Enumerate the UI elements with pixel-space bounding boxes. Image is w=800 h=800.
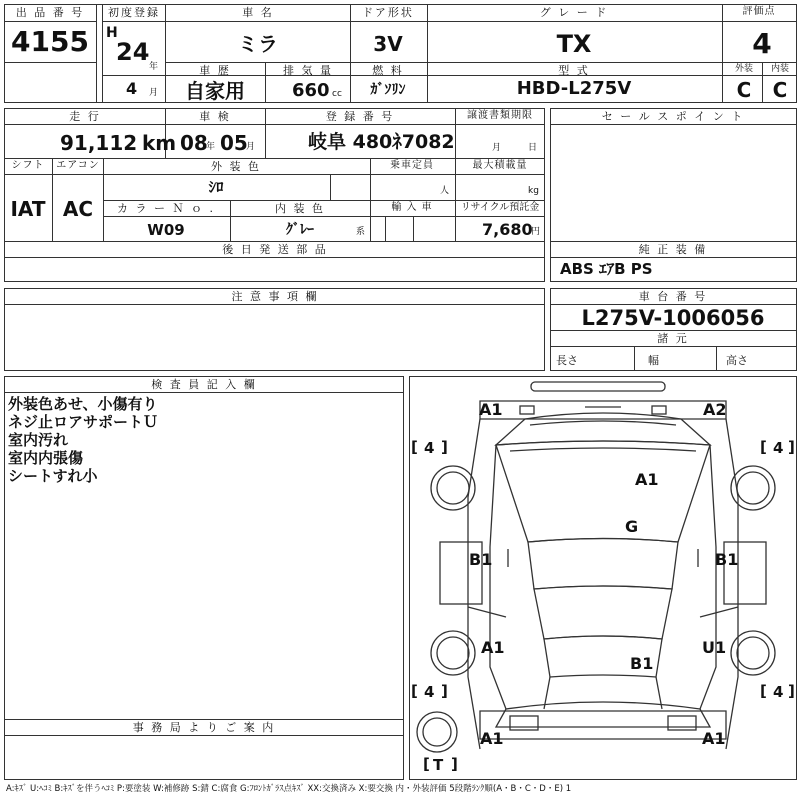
aircon: AC (62, 197, 94, 221)
inspection-year: 08 (180, 131, 208, 155)
inspector-comment: シートすれ小 (8, 467, 98, 485)
max-load-label: 最大積載量 (472, 160, 528, 171)
interior-grade: C (772, 78, 788, 102)
inspection-month: 05 (220, 131, 248, 155)
car-name-label: 車 名 (242, 6, 274, 19)
capacity-label: 乗車定員 (390, 160, 434, 171)
damage-mark-left-rear: A1 (481, 638, 505, 657)
office-notice-label: 事 務 局 よ り ご 案 内 (132, 721, 276, 734)
damage-mark-hood: A1 (635, 470, 659, 489)
interior-color: ｸﾞﾚｰ (286, 222, 314, 238)
damage-diagram (409, 376, 797, 780)
inspection-month-unit: 月 (246, 142, 256, 152)
color-number: W09 (147, 221, 185, 239)
shift-label: シフト (11, 160, 45, 171)
tire-depth-fl: 4 (424, 439, 435, 457)
usage-history: 自家用 (185, 79, 245, 103)
damage-mark-rear-right: A1 (702, 729, 726, 748)
recycle-unit: 円 (531, 227, 541, 237)
tire-bracket-fr-close: ] (788, 438, 795, 456)
chassis-number-label: 車 台 番 号 (638, 290, 708, 303)
equipment-list: ABS ｴｱB PS (560, 260, 653, 278)
chassis-number: L275V-1006056 (581, 306, 765, 330)
transfer-deadline-label: 譲渡書類期限 (467, 110, 533, 121)
exterior-color-label: 外 装 色 (211, 160, 261, 173)
grade-label: グ レ ー ド (539, 6, 609, 19)
damage-mark-rear-left: A1 (480, 729, 504, 748)
transfer-month: 月 (492, 143, 502, 153)
exterior-color: ｼﾛ (208, 178, 224, 196)
width-label: 幅 (648, 354, 659, 367)
score-label: 評価点 (742, 6, 776, 17)
inspector-label: 検 査 員 記 入 欄 (151, 378, 257, 391)
height-label: 高さ (726, 354, 748, 367)
inspector-comment: 室内汚れ (8, 431, 69, 449)
car-name: ミラ (238, 32, 278, 56)
history-label: 車 歴 (199, 64, 231, 77)
damage-mark-right-mid: B1 (715, 550, 739, 569)
first-registration-label: 初度登録 (108, 6, 160, 19)
inspection-year-unit: 年 (206, 142, 216, 152)
color-number-label: カ ラ ー Ｎ ｏ . (117, 202, 215, 215)
evaluation-score: 4 (752, 27, 772, 60)
spare-bracket-close: ] (451, 755, 458, 773)
damage-mark-rear-roof: B1 (630, 654, 654, 673)
damage-mark-front-right: A2 (703, 400, 727, 419)
displacement-label: 排 気 量 (283, 64, 333, 77)
damage-mark-roof: G (625, 517, 639, 536)
equipment-label: 純 正 装 備 (638, 243, 708, 256)
aircon-label: エアコン (56, 160, 100, 171)
month-unit: 月 (149, 88, 159, 98)
recycle-label: リサイクル預託金 (460, 202, 540, 213)
door-type: 3V (373, 32, 403, 56)
inspection-label: 車 検 (199, 110, 231, 123)
year-unit: 年 (149, 62, 159, 72)
displacement-unit: cc (332, 89, 342, 99)
fuel-type: ｶﾞｿﾘﾝ (370, 82, 406, 98)
import-label: 輸 入 車 (391, 202, 433, 213)
later-parts-label: 後 日 発 送 部 品 (222, 243, 328, 256)
interior-color-unit: 系 (356, 227, 366, 237)
registration-month: 4 (126, 79, 138, 98)
interior-color-label: 内 装 色 (275, 202, 325, 215)
max-load-unit: kg (528, 186, 539, 196)
fuel-label: 燃 料 (372, 64, 404, 77)
door-type-label: ドア形状 (362, 6, 414, 19)
tire-depth-fr: 4 (773, 439, 784, 457)
era: H (106, 25, 118, 41)
tire-depth-rr: 4 (773, 683, 784, 701)
car-outline (410, 377, 796, 779)
inspector-comment: 室内内張傷 (8, 449, 84, 467)
tire-bracket-fl: [ (411, 438, 418, 456)
tire-bracket-rl: [ (411, 682, 418, 700)
spare-tire-mark: T (433, 756, 444, 774)
exterior-grade: C (736, 78, 752, 102)
tire-bracket-fr: [ (760, 438, 767, 456)
mileage: 91,112 (60, 131, 138, 155)
damage-mark-front-left: A1 (479, 400, 503, 419)
tire-depth-rl: 4 (424, 683, 435, 701)
legend: A:ｷｽﾞ U:ﾍｺﾐ B:ｷｽﾞを伴うﾍｺﾐ P:要塗装 W:補修跡 S:錆 C:腐食 G:ﾌﾛﾝﾄｶﾞﾗｽ点ｷｽﾞ XX:交換済み X:要交換 内・外装評価 5段階ﾗﾝｸ順(A・B・C・D・E) 1 (6, 784, 572, 794)
tire-bracket-fl-close: ] (441, 438, 448, 456)
spare-bracket: [ (423, 755, 430, 773)
damage-mark-right-rear: U1 (702, 638, 727, 657)
spec-label: 諸 元 (657, 332, 689, 345)
lot-number: 4155 (11, 25, 89, 58)
inspector-comments (8, 395, 158, 485)
model-code: HBD-L275V (516, 78, 632, 99)
notes-label: 注 意 事 項 欄 (231, 290, 319, 303)
shift: IAT (10, 197, 46, 221)
model-label: 型 式 (558, 64, 590, 77)
exterior-label: 外装 (734, 64, 754, 74)
grade: TX (556, 30, 592, 58)
transfer-day: 日 (528, 143, 538, 153)
registration-number: 岐阜 480ﾈ7082 (308, 131, 455, 153)
registration-number-label: 登 録 番 号 (325, 110, 395, 123)
tire-bracket-rr-close: ] (788, 682, 795, 700)
displacement: 660 (292, 80, 330, 101)
damage-mark-left-mid: B1 (469, 550, 493, 569)
lot-number-label: 出 品 番 号 (15, 6, 85, 19)
mileage-label: 走 行 (69, 110, 101, 123)
recycle-fee: 7,680 (482, 220, 533, 239)
registration-year: 24 (116, 38, 150, 66)
tire-bracket-rr: [ (760, 682, 767, 700)
inspector-comment: ネジ止ロアサポートＵ (8, 413, 159, 431)
inspector-comment: 外装色あせ、小傷有り (8, 395, 158, 413)
tire-bracket-rl-close: ] (441, 682, 448, 700)
sales-points-label: セ ー ル ス ポ イ ン ト (601, 110, 745, 123)
capacity-unit: 人 (440, 186, 450, 196)
length-label: 長さ (556, 354, 578, 367)
mileage-unit: km (142, 131, 177, 155)
interior-label: 内装 (770, 64, 790, 74)
